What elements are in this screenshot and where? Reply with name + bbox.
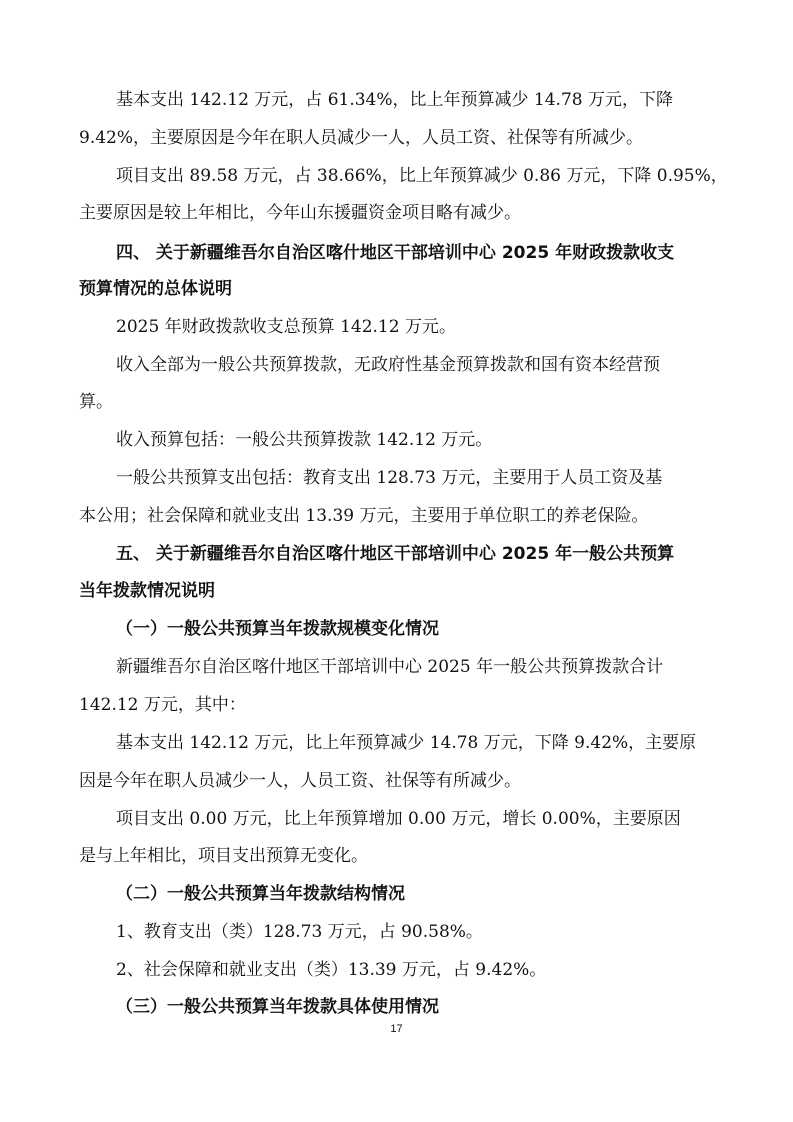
paragraph-line: 1、教育支出（类）128.73 万元，占 90.58%。 xyxy=(116,922,483,942)
paragraph-line: 一般公共预算支出包括：教育支出 128.73 万元，主要用于人员工资及基 xyxy=(116,468,663,488)
paragraph-line: 142.12 万元，其中： xyxy=(79,695,246,715)
section-heading: 预算情况的总体说明 xyxy=(79,279,232,299)
paragraph-line: 基本支出 142.12 万元，占 61.34%，比上年预算减少 14.78 万元，下降 xyxy=(116,90,673,110)
section-heading: 五、 关于新疆维吾尔自治区喀什地区干部培训中心 2025 年一般公共预算 xyxy=(116,544,675,564)
paragraph-line: 主要原因是较上年相比，今年山东援疆资金项目略有减少。 xyxy=(79,203,521,223)
paragraph-line: 收入预算包括：一般公共预算拨款 142.12 万元。 xyxy=(116,430,493,450)
subsection-heading: （二）一般公共预算当年拨款结构情况 xyxy=(116,884,405,904)
paragraph-line: 收入全部为一般公共预算拨款，无政府性基金预算拨款和国有资本经营预 xyxy=(116,355,660,375)
paragraph-line: 新疆维吾尔自治区喀什地区干部培训中心 2025 年一般公共预算拨款合计 xyxy=(116,657,664,677)
section-heading: 当年拨款情况说明 xyxy=(79,581,215,601)
paragraph-line: 基本支出 142.12 万元，比上年预算减少 14.78 万元，下降 9.42%，主要原 xyxy=(116,733,697,753)
page-number: 17 xyxy=(390,1023,403,1035)
paragraph-line: 是与上年相比，项目支出预算无变化。 xyxy=(79,846,368,866)
subsection-heading: （一）一般公共预算当年拨款规模变化情况 xyxy=(116,619,439,639)
paragraph-line: 2、社会保障和就业支出（类）13.39 万元，占 9.42%。 xyxy=(116,960,547,980)
paragraph-line: 9.42%，主要原因是今年在职人员减少一人，人员工资、社保等有所减少。 xyxy=(79,128,644,148)
paragraph-line: 项目支出 0.00 万元，比上年预算增加 0.00 万元，增长 0.00%，主要原因 xyxy=(116,809,681,829)
section-heading: 四、 关于新疆维吾尔自治区喀什地区干部培训中心 2025 年财政拨款收支 xyxy=(116,243,675,263)
paragraph-line: 算。 xyxy=(79,392,113,412)
subsection-heading: （三）一般公共预算当年拨款具体使用情况 xyxy=(116,997,439,1017)
paragraph-line: 本公用；社会保障和就业支出 13.39 万元，主要用于单位职工的养老保险。 xyxy=(79,506,649,526)
paragraph-line: 2025 年财政拨款收支总预算 142.12 万元。 xyxy=(116,317,456,337)
paragraph-line: 因是今年在职人员减少一人，人员工资、社保等有所减少。 xyxy=(79,771,521,791)
paragraph-line: 项目支出 89.58 万元，占 38.66%，比上年预算减少 0.86 万元，下降 0.95%， xyxy=(116,166,728,186)
